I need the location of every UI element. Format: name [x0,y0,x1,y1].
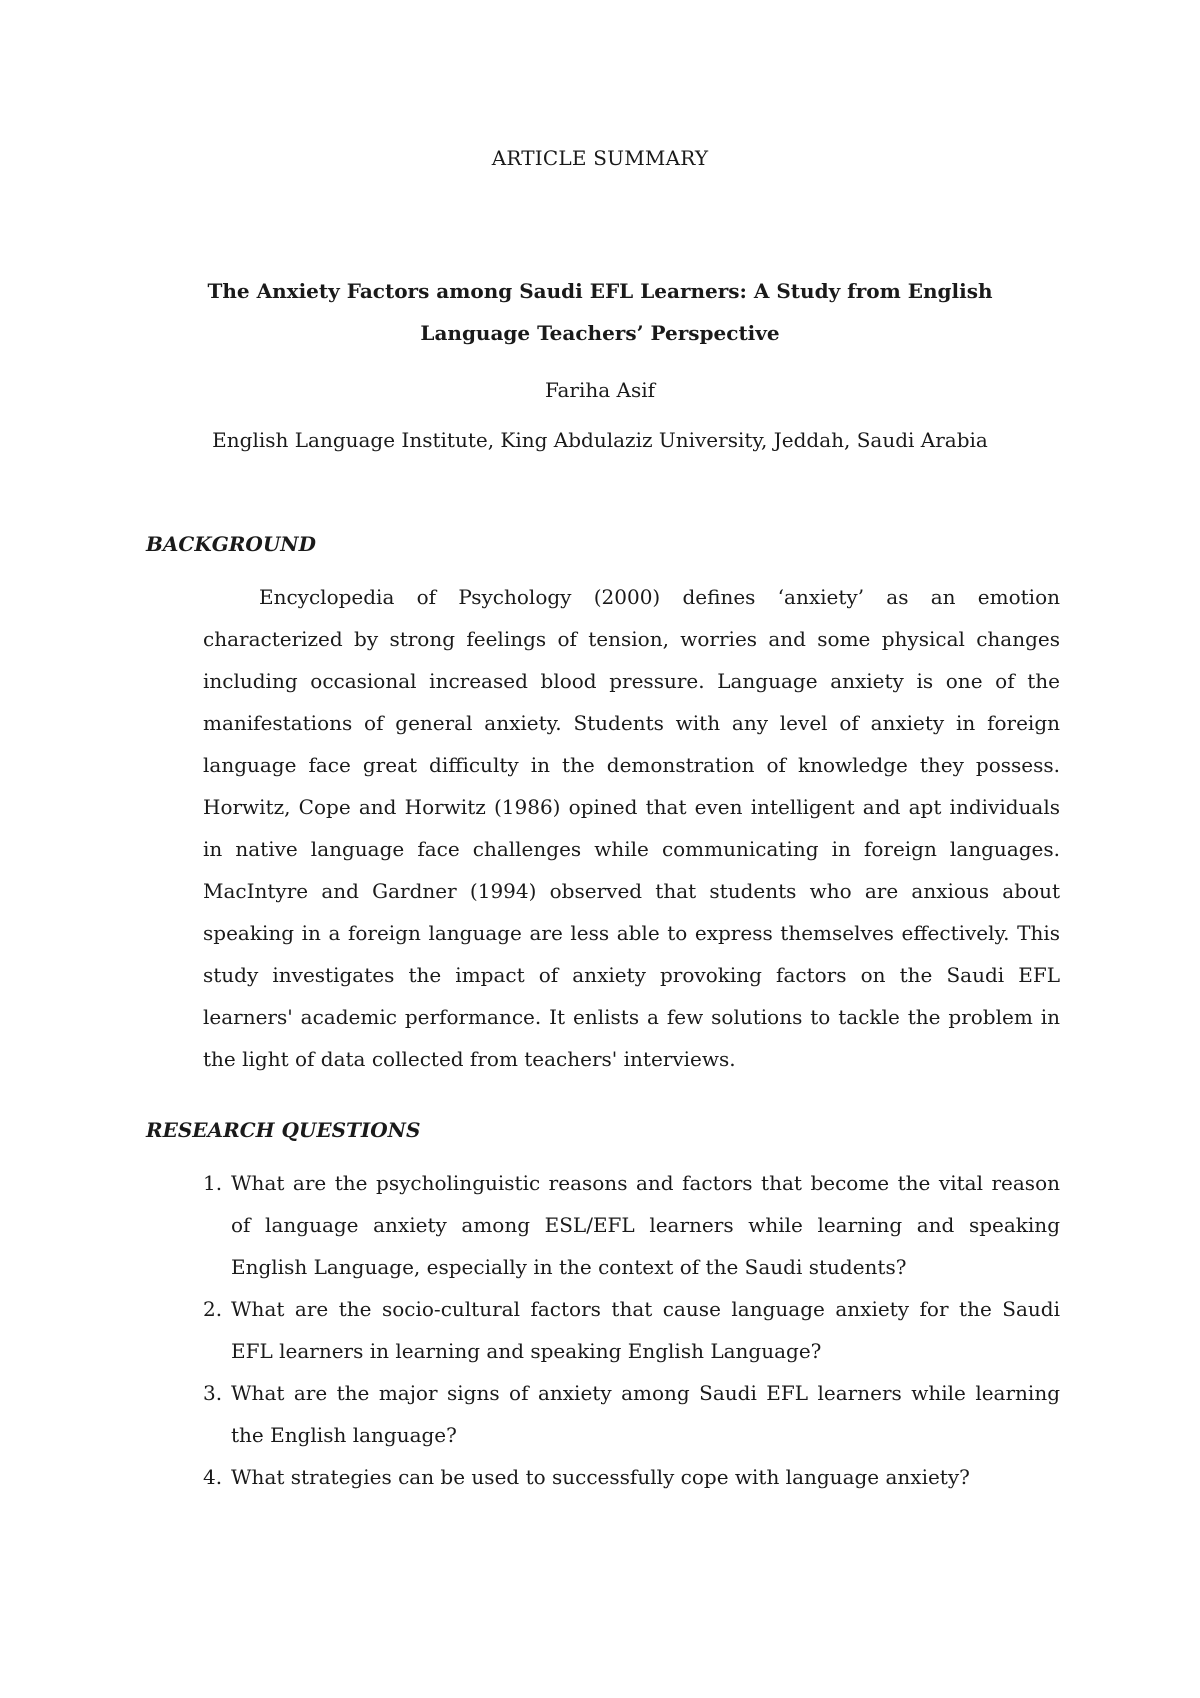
question-text: What are the psycholinguistic reasons and factors that become the vital reason of language anxiety among ESL/EFL learners while learning and speaking English Language, especially in the context of the Saudi students? [231,1171,1060,1279]
article-title: The Anxiety Factors among Saudi EFL Learners: A Study from English Language Teachers’ Perspective [207,279,993,345]
question-number: 2. [203,1297,223,1321]
question-number: 3. [203,1381,223,1405]
research-question-item [203,1456,1060,1498]
research-questions-list [203,1162,1060,1498]
research-question-item [203,1162,1060,1288]
author-name: Fariha Asif [544,378,656,402]
question-number: 1. [203,1171,223,1195]
question-text: What are the socio-cultural factors that cause language anxiety for the Saudi EFL learners in learning and speaking English Language? [231,1297,1060,1363]
research-question-item [203,1288,1060,1372]
document-label: ARTICLE SUMMARY [491,146,709,170]
research-question-item [203,1372,1060,1456]
author-affiliation: English Language Institute, King Abdulaziz University, Jeddah, Saudi Arabia [212,428,988,452]
background-paragraph: Encyclopedia of Psychology (2000) defines ‘anxiety’ as an emotion characterized by strong feelings of tension, worries and some physical changes including occasional increased blood pressure. Language anxiety is one of the manifestations of general anxiety. Students with any level of anxiety in foreign language face great difficulty in the demonstration of knowledge they possess. Horwitz, Cope and Horwitz (1986) opined that even intelligent and apt individuals in native language face challenges while communicating in foreign languages. MacIntyre and Gardner (1994) observed that students who are anxious about speaking in a foreign language are less able to express themselves effectively. This study investigates the impact of anxiety provoking factors on the Saudi EFL learners' academic performance. It enlists a few solutions to tackle the problem in the light of data collected from teachers' interviews. [203,585,1060,1071]
question-number: 4. [203,1465,223,1489]
background-heading: BACKGROUND [146,532,316,556]
question-text: What are the major signs of anxiety among Saudi EFL learners while learning the English language? [231,1381,1060,1447]
question-text: What strategies can be used to successfully cope with language anxiety? [231,1465,970,1489]
research-questions-heading: RESEARCH QUESTIONS [146,1118,421,1142]
